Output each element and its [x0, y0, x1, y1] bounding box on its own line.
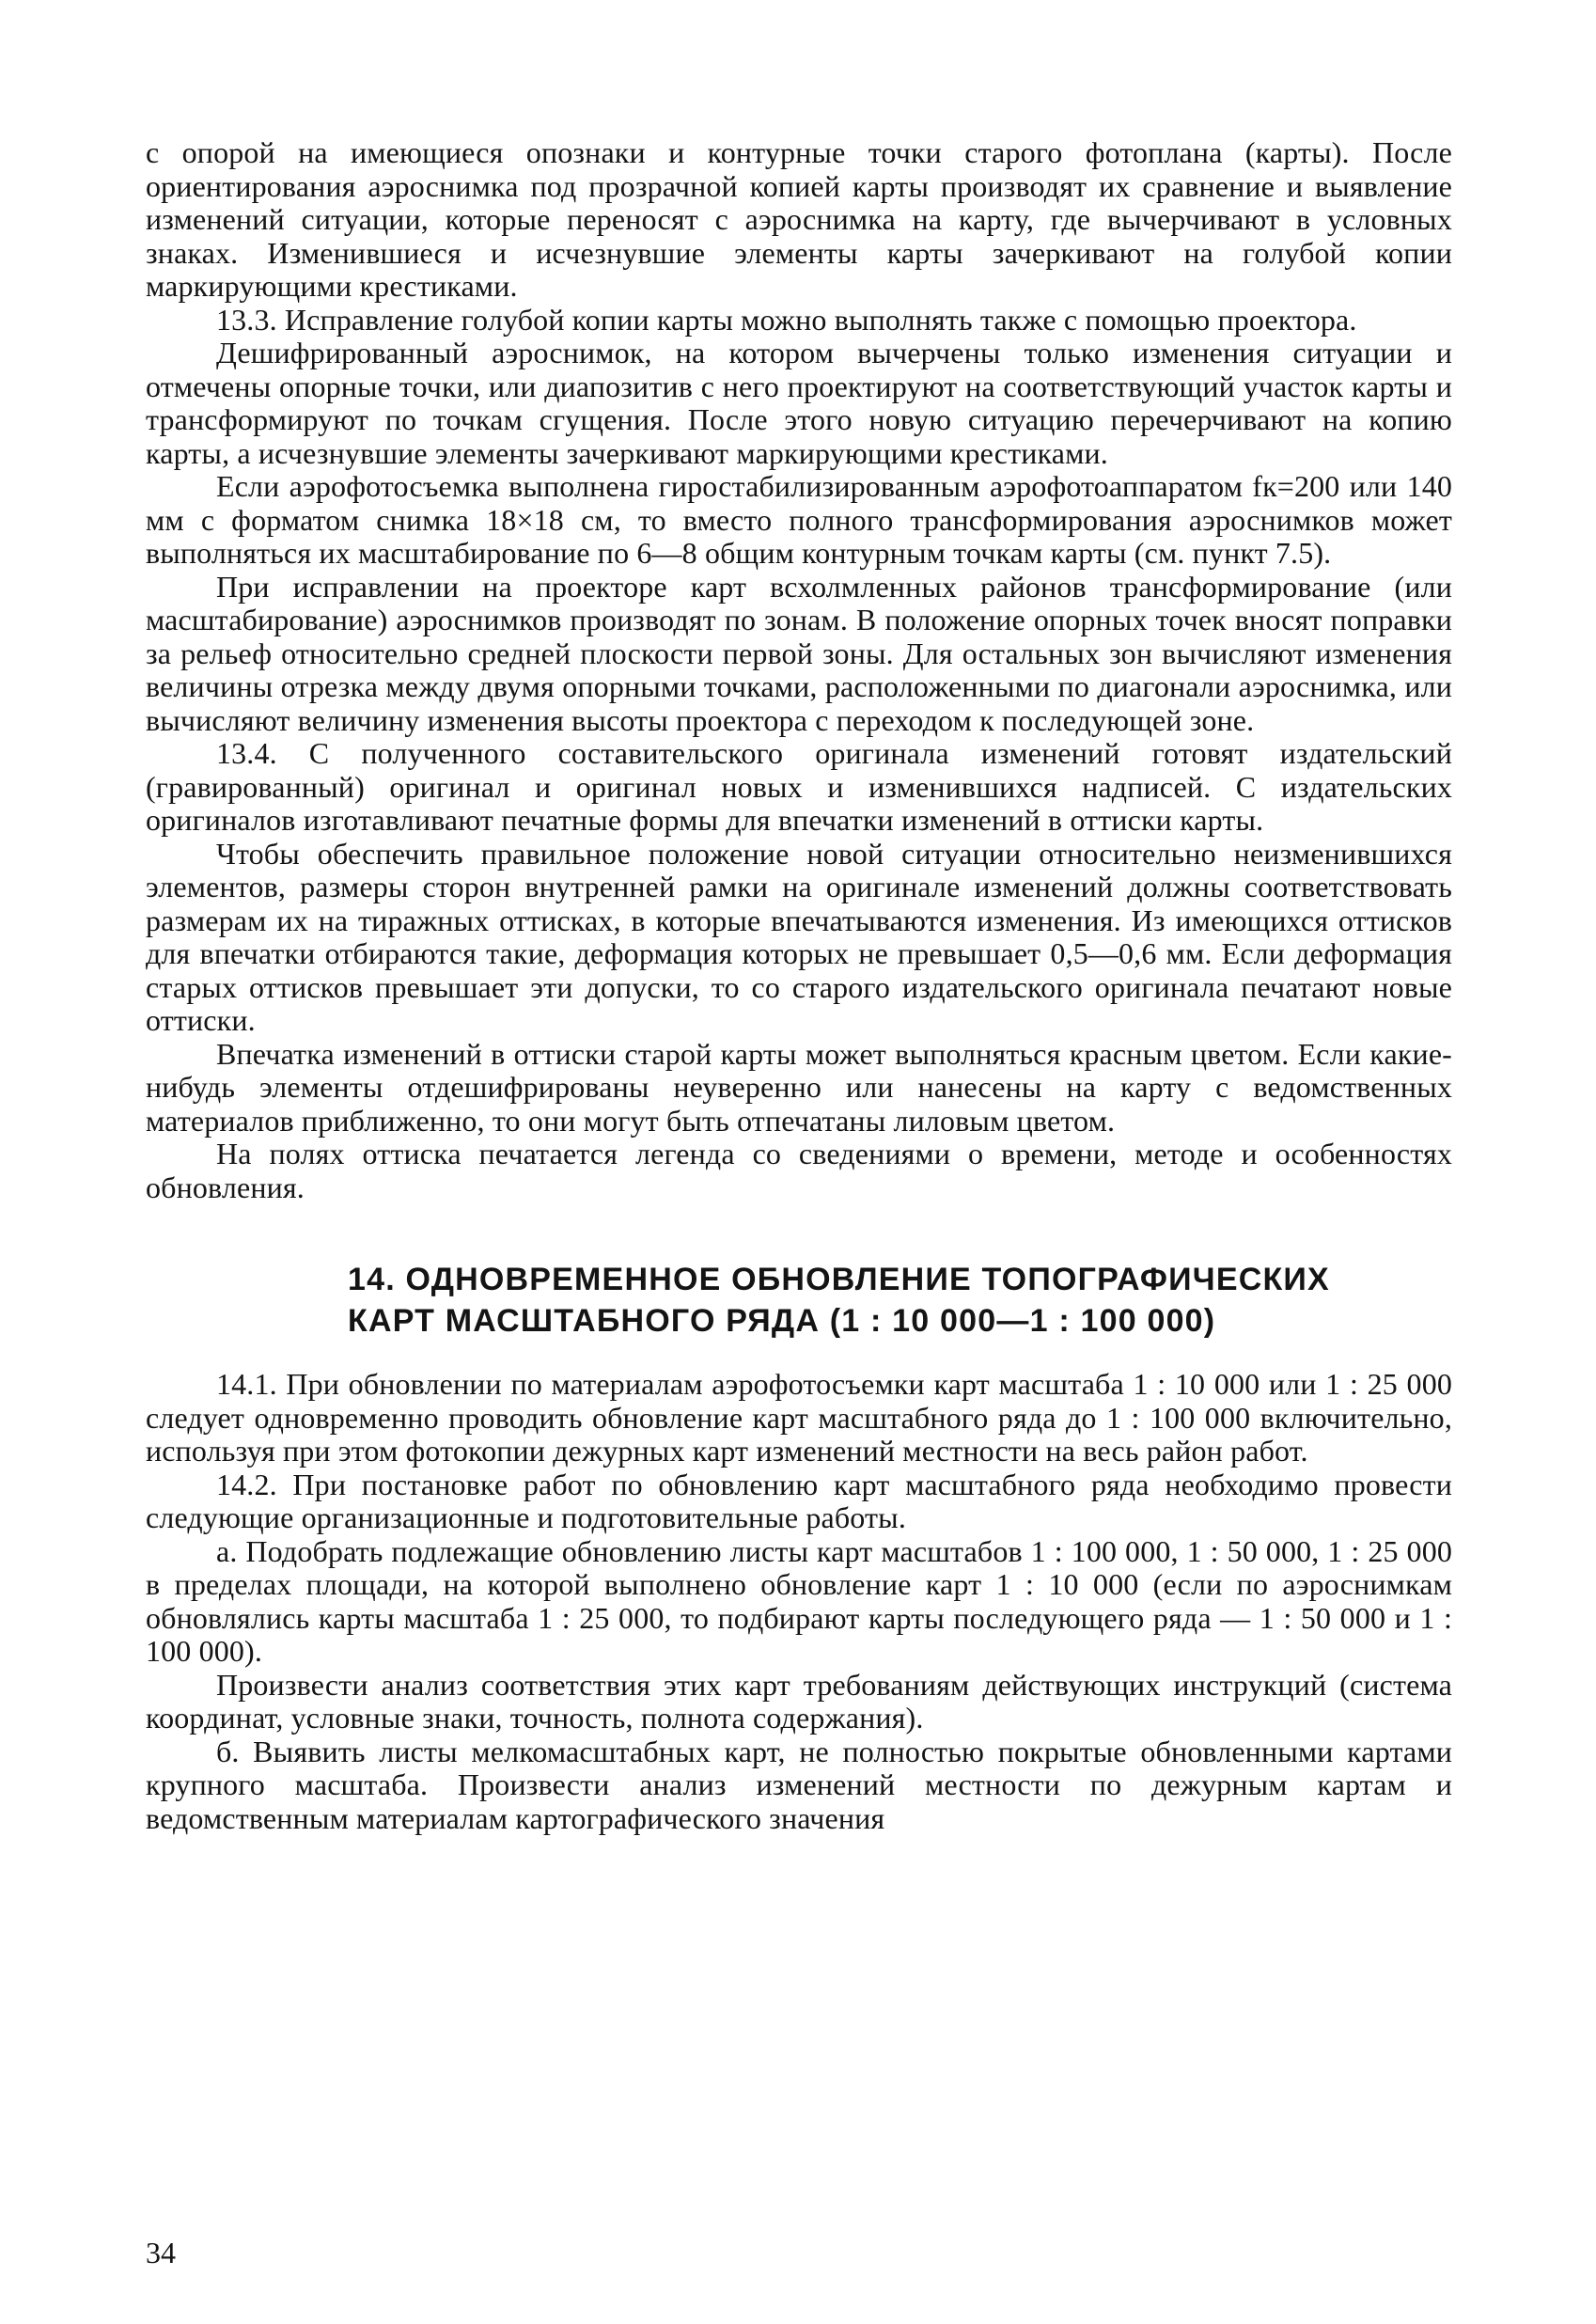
paragraph: Если аэрофотосъемка выполнена гиростабилизированным аэрофотоаппаратом fк=200 или 140 мм с форматом снимка 18×18 см, то вместо полного трансформирования аэроснимков может выполняться их масштабирование по 6—8 общим контурным точкам карты (см. пункт 7.5).: [146, 469, 1452, 570]
paragraph: б. Выявить листы мелкомасштабных карт, не полностью покрытые обновленными картами крупного масштаба. Произвести анализ изменений местности по дежурным картам и ведомственным материалам картографического значения: [146, 1734, 1452, 1835]
section-heading-line-2: КАРТ МАСШТАБНОГО РЯДА (1 : 10 000—1 : 100 000): [348, 1303, 1216, 1339]
paragraph: При исправлении на проекторе карт всхолмленных районов трансформирование (или масштабирование) аэроснимков производят по зонам. В положение опорных точек вносят поправки за рельеф относительно средней плоскости первой зоны. Для остальных зон вычисляют изменения величины отрезка между двумя опорными точками, расположенными по диагонали аэроснимка, или вычисляют величину изменения высоты проектора с переходом к последующей зоне.: [146, 569, 1452, 737]
paragraph: Впечатка изменений в оттиски старой карты может выполняться красным цветом. Если какие-нибудь элементы отдешифрированы неуверенно или нанесены на карту с ведомственных материалов приближенно, то они могут быть отпечатаны лиловым цветом.: [146, 1036, 1452, 1138]
paragraph: 13.3. Исправление голубой копии карты можно выполнять также с помощью проектора.: [216, 302, 1357, 337]
paragraph: На полях оттиска печатается легенда со сведениями о времени, методе и особенностях обновления.: [146, 1137, 1452, 1204]
section-heading-line-1: 14. ОДНОВРЕМЕННОЕ ОБНОВЛЕНИЕ ТОПОГРАФИЧЕСКИХ: [348, 1262, 1330, 1297]
paragraph: 14.1. При обновлении по материалам аэрофотосъемки карт масштаба 1 : 10 000 или 1 : 25 000 следует одновременно проводить обновление карт масштабного ряда до 1 : 100 000 включительно, используя при этом фотокопии дежурных карт изменений местности на весь район работ.: [146, 1367, 1452, 1468]
paragraph: Дешифрированный аэроснимок, на котором вычерчены только изменения ситуации и отмечены опорные точки, или диапозитив с него проектируют на соответствующий участок карты и трансформируют по точкам сгущения. После этого новую ситуацию перечерчивают на копию карты, а исчезнувшие элементы зачеркивают маркирующими крестиками.: [146, 336, 1452, 470]
paragraph: 14.2. При постановке работ по обновлению карт масштабного ряда необходимо провести следующие организационные и подготовительные работы.: [146, 1467, 1452, 1534]
section-heading: [146, 1259, 1452, 1342]
paragraph: Произвести анализ соответствия этих карт требованиям действующих инструкций (система координат, условные знаки, точность, полнота содержания).: [146, 1667, 1452, 1735]
paragraph: с опорой на имеющиеся опознаки и контурные точки старого фотоплана (карты). После ориентирования аэроснимка под прозрачной копией карты производят их сравнение и выявление изменений ситуации, которые переносят с аэроснимка на карту, где вычерчивают в условных знаках. Изменившиеся и исчезнувшие элементы карты зачеркивают на голубой копии маркирующими крестиками.: [146, 135, 1452, 303]
paragraph: а. Подобрать подлежащие обновлению листы карт масштабов 1 : 100 000, 1 : 50 000, 1 : 25 000 в пределах площади, на которой выполнено обновление карт 1 : 10 000 (если по аэроснимкам обновлялись карты масштаба 1 : 25 000, то подбирают карты последующего ряда — 1 : 50 000 и 1 : 100 000).: [146, 1533, 1452, 1668]
document-page: [146, 136, 1452, 1835]
page-number: 34: [146, 2236, 176, 2269]
paragraph: 13.4. С полученного составительского оригинала изменений готовят издательский (гравированный) оригинал и оригинал новых и изменившихся надписей. С издательских оригиналов изготавливают печатные формы для впечатки изменений в оттиски карты.: [146, 736, 1452, 837]
paragraph: Чтобы обеспечить правильное положение новой ситуации относительно неизменившихся элементов, размеры сторон внутренней рамки на оригинале изменений должны соответствовать размерам их на тиражных оттисках, в которые впечатываются изменения. Из имеющихся оттисков для впечатки отбираются такие, деформация которых не превышает 0,5—0,6 мм. Если деформация старых оттисков превышает эти допуски, то со старого издательского оригинала печатают новые оттиски.: [146, 836, 1452, 1037]
